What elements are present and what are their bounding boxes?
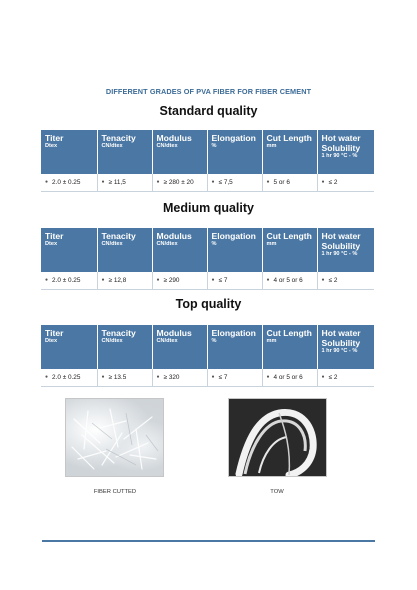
document-title: DIFFERENT GRADES OF PVA FIBER FOR FIBER CEMENT xyxy=(105,87,312,96)
column-header-tenacity: Tenacity CN/dtex xyxy=(97,228,152,272)
caption-tow: TOW xyxy=(270,489,284,495)
tow-illustration xyxy=(229,399,327,477)
column-header-elongation: Elongation % xyxy=(207,130,262,174)
column-header-titer: Titer Dtex xyxy=(41,325,97,369)
grade-table-top xyxy=(41,325,374,387)
cell-tenacity: ● ≥ 12,8 xyxy=(97,272,152,290)
cell-elongation: ● ≤ 7 xyxy=(207,272,262,290)
cell-tenacity: ● ≥ 11,5 xyxy=(97,174,152,192)
cell-elongation: ● ≤ 7 xyxy=(207,369,262,387)
column-header-solubility: Hot water Solubility 1 hr 90 °C - % xyxy=(317,130,374,174)
cell-solubility: ● ≤ 2 xyxy=(317,272,374,290)
fiber-cutted-photo xyxy=(65,398,164,477)
column-header-cut-length: Cut Length mm xyxy=(262,325,317,369)
section-heading-standard: Standard quality xyxy=(159,104,258,118)
footer-rule xyxy=(42,540,375,542)
column-header-modulus: Modulus CN/dtex xyxy=(152,228,207,272)
cell-elongation: ● ≤ 7,5 xyxy=(207,174,262,192)
column-header-titer: Titer Dtex xyxy=(41,228,97,272)
table-header-row xyxy=(41,325,374,369)
cell-modulus: ● ≥ 290 xyxy=(152,272,207,290)
tow-photo xyxy=(228,398,327,477)
column-header-cut-length: Cut Length mm xyxy=(262,228,317,272)
section-heading-top: Top quality xyxy=(175,297,242,311)
cell-cut-length: ● 4 or 5 or 6 xyxy=(262,369,317,387)
cell-solubility: ● ≤ 2 xyxy=(317,174,374,192)
column-header-cut-length: Cut Length mm xyxy=(262,130,317,174)
table-header-row xyxy=(41,130,374,174)
cell-solubility: ● ≤ 2 xyxy=(317,369,374,387)
cell-cut-length: ● 4 or 5 or 6 xyxy=(262,272,317,290)
cell-modulus: ● ≥ 280 ± 20 xyxy=(152,174,207,192)
table-row xyxy=(41,272,374,290)
column-header-solubility: Hot water Solubility 1 hr 90 °C - % xyxy=(317,325,374,369)
cell-modulus: ● ≥ 320 xyxy=(152,369,207,387)
column-header-solubility: Hot water Solubility 1 hr 90 °C - % xyxy=(317,228,374,272)
cell-tenacity: ● ≥ 13.5 xyxy=(97,369,152,387)
column-header-elongation: Elongation % xyxy=(207,325,262,369)
section-heading-medium: Medium quality xyxy=(163,201,254,215)
grade-table-standard xyxy=(41,130,374,192)
table-row xyxy=(41,174,374,192)
caption-fiber-cutted: FIBER CUTTED xyxy=(93,489,137,495)
cell-titer: ● 2.0 ± 0.25 xyxy=(41,174,97,192)
grade-table-medium xyxy=(41,228,374,290)
cell-titer: ● 2.0 ± 0.25 xyxy=(41,369,97,387)
column-header-tenacity: Tenacity CN/dtex xyxy=(97,325,152,369)
table-row xyxy=(41,369,374,387)
table-header-row xyxy=(41,228,374,272)
cell-titer: ● 2.0 ± 0.25 xyxy=(41,272,97,290)
column-header-modulus: Modulus CN/dtex xyxy=(152,325,207,369)
fiber-cutted-illustration xyxy=(66,399,164,477)
column-header-elongation: Elongation % xyxy=(207,228,262,272)
cell-cut-length: ● 5 or 6 xyxy=(262,174,317,192)
column-header-tenacity: Tenacity CN/dtex xyxy=(97,130,152,174)
column-header-titer: Titer Dtex xyxy=(41,130,97,174)
column-header-modulus: Modulus CN/dtex xyxy=(152,130,207,174)
